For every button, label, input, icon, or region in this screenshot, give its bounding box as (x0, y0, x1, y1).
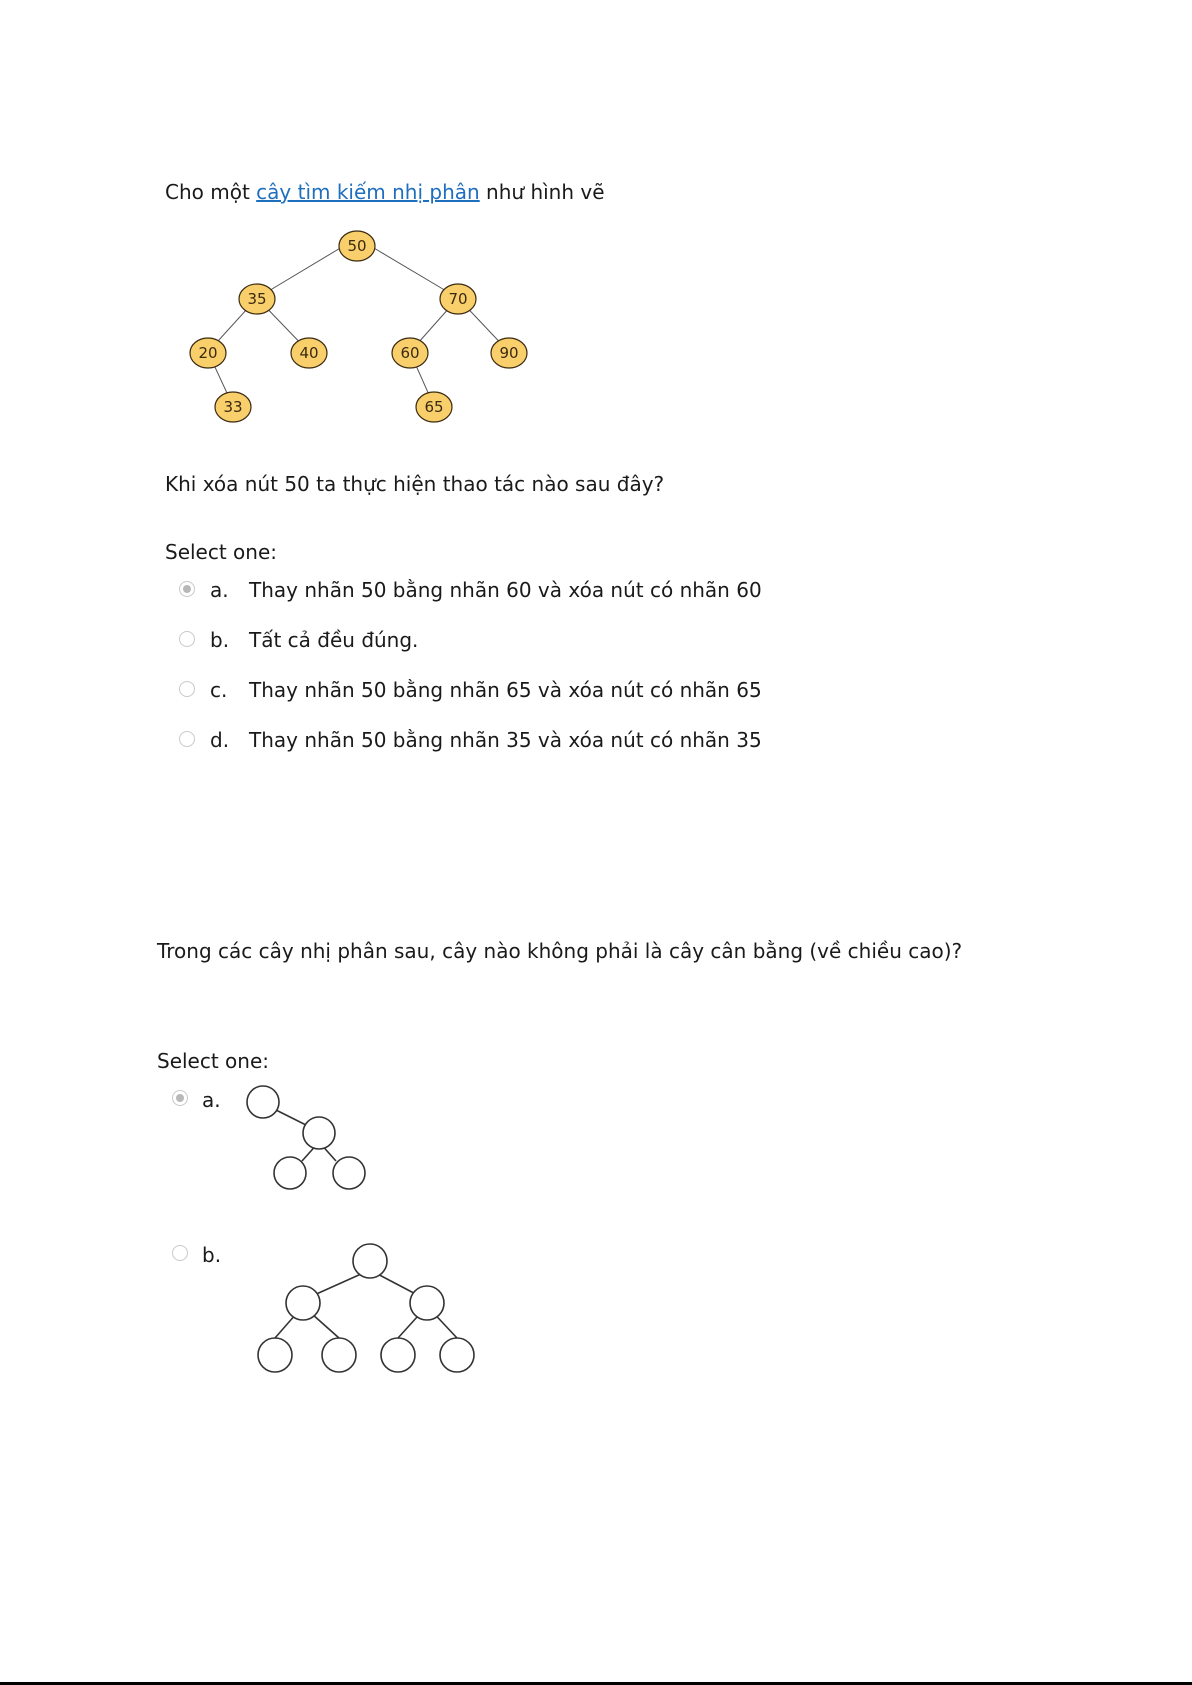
svg-text:70: 70 (448, 290, 468, 308)
tree-node-40 (291, 338, 327, 368)
q2-option-b-radio[interactable] (172, 1245, 188, 1261)
svg-text:40: 40 (299, 344, 319, 362)
svg-text:60: 60 (400, 344, 420, 362)
q2-option-b-letter: b. (202, 1243, 222, 1267)
q2-option-a-letter: a. (202, 1088, 221, 1112)
question-1-intro (165, 178, 605, 206)
q1-option-b-letter: b. (210, 628, 230, 652)
svg-text:20: 20 (198, 344, 218, 362)
question-1-text: Khi xóa nút 50 ta thực hiện thao tác nào sau đây? (165, 472, 665, 496)
tree-node-20 (190, 338, 226, 368)
tree-node-65 (416, 392, 452, 422)
tree-edges (208, 238, 509, 406)
binary-search-tree-figure (180, 222, 540, 432)
svg-text:50: 50 (347, 237, 367, 255)
tree-node-90 (491, 338, 527, 368)
q1-option-d-letter: d. (210, 728, 230, 752)
svg-text:35: 35 (247, 290, 267, 308)
intro-text-before: Cho một (165, 180, 257, 204)
q1-option-c-radio[interactable] (179, 681, 195, 697)
tree-node-60 (392, 338, 428, 368)
q1-option-a-text: Thay nhãn 50 bằng nhãn 60 và xóa nút có nhãn 60 (249, 578, 762, 602)
q2-option-a-radio[interactable] (172, 1090, 188, 1106)
q1-option-d-radio[interactable] (179, 731, 195, 747)
svg-text:33: 33 (223, 398, 243, 416)
svg-text:90: 90 (499, 344, 519, 362)
tree-node-70 (440, 284, 476, 314)
question-2-select-label: Select one: (157, 1049, 270, 1073)
q2-option-b-tree-figure (255, 1243, 485, 1378)
question-2-text: Trong các cây nhị phân sau, cây nào không phải là cây cân bằng (về chiều cao)? (157, 939, 963, 963)
q2-option-a-tree-figure (240, 1085, 380, 1215)
intro-text-after: như hình vẽ (479, 180, 605, 204)
q1-option-c-letter: c. (210, 678, 228, 702)
q1-option-b-radio[interactable] (179, 631, 195, 647)
binary-search-tree-link[interactable]: cây tìm kiếm nhị phân (256, 180, 480, 204)
q1-option-a-letter: a. (210, 578, 229, 602)
q1-option-b-text: Tất cả đều đúng. (249, 628, 419, 652)
tree-node-50 (339, 231, 375, 261)
tree-node-33 (215, 392, 251, 422)
q1-option-a-radio[interactable] (179, 581, 195, 597)
svg-text:65: 65 (424, 398, 444, 416)
question-1-select-label: Select one: (165, 540, 278, 564)
q1-option-d-text: Thay nhãn 50 bằng nhãn 35 và xóa nút có nhãn 35 (249, 728, 762, 752)
q1-option-c-text: Thay nhãn 50 bằng nhãn 65 và xóa nút có nhãn 65 (249, 678, 762, 702)
tree-node-35 (239, 284, 275, 314)
